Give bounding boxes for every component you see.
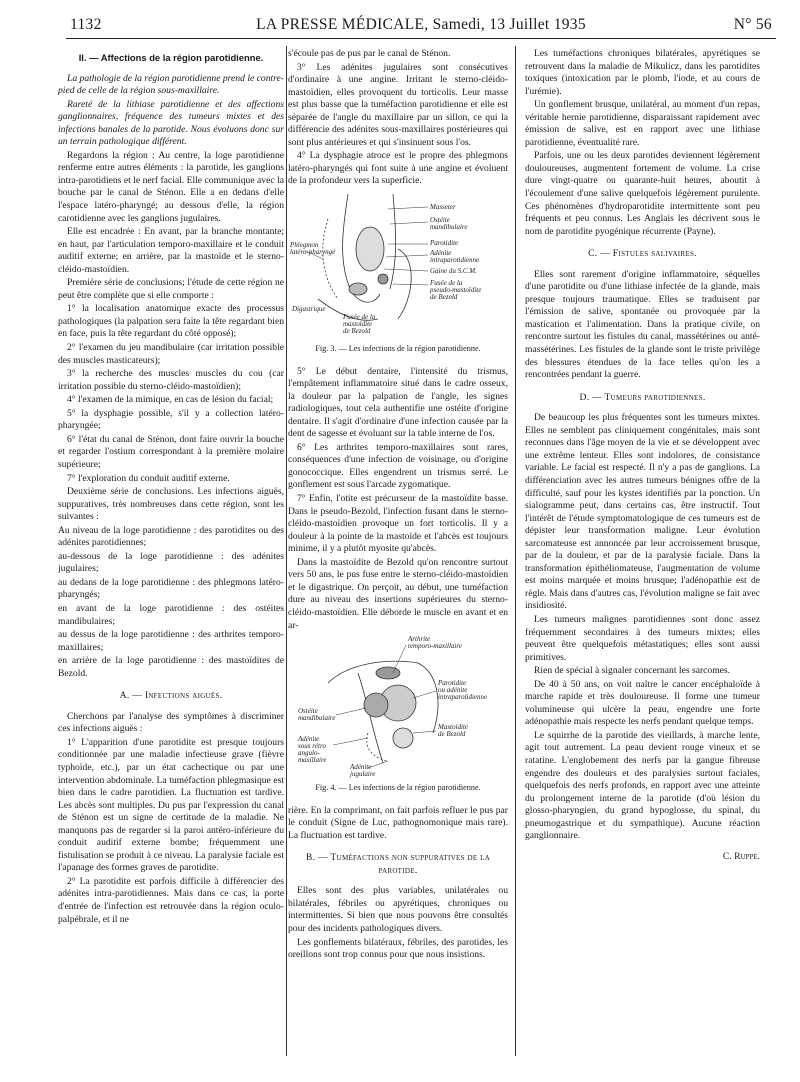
paragraph: 2° La parotidite est parfois difficile à différencier des adénites intra-parotidiennes. Mais dans ce cas, la porte d'entrée de l'infection est retrouvée dans la région oculo-palpébrale, et il ne — [58, 875, 284, 925]
paragraph: Parfois, une ou les deux parotides deviennent légèrement douloureuses, augmentent fortement de volume. La crise dure vingt-quatre ou quarante-huit heures, aboutit à l'écoulement d'une salive quelquefois légèrement purulente. Ces phénomènes d'hydroparotidite intermittente sont peu fréquents et peu connus. Les Anglais les décrivent sous le nom de parotidite pyogénique récurrente (Payne). — [525, 150, 760, 237]
list-item: 7° l'exploration du conduit auditif externe. — [67, 472, 230, 484]
label-parotidite: Parotidite — [430, 239, 459, 248]
paragraph: 5° Le début dentaire, l'intensité du trismus, l'empâtement inflammatoire situé dans le cadre osseux, la douleur par la palpation de l'angle, les signes radiologiques, tout cela authentifie une ostéite d'origine dentaire. Il s'agit d'ordinaire d'une infection causée par la dent de sagesse et évoluant sur la table interne de l'os. — [288, 365, 508, 440]
list-item: 5° la dysphagie possible, s'il y a collection latéro-pharyngée; — [58, 407, 284, 432]
section-heading: II. — Affections de la région parotidienne. — [78, 52, 264, 63]
label-gaine: Gaine du S.C.M. — [430, 267, 477, 276]
author-signature: C. Ruppe. — [722, 850, 760, 862]
list-item: en arrière de la loge parotidienne : des mastoïdites de Bezold. — [58, 655, 284, 679]
paragraph: Rareté de la lithiase parotidienne et des affections ganglionnaires, fréquence des tumeurs mixtes et des infections banales de la parotide. Nous évoluons donc sur un terrain pathologique différent. — [58, 98, 284, 148]
paragraph: 7° Enfin, l'otite est précurseur de la mastoïdite basse. Dans le pseudo-Bezold, l'infection fusant dans le sterno-cléido-mastoïdien provoque un fort torticolis. Il y a douleur à la pointe de la mastoïde et l'abcès est toujours minime, il y a plutôt myosite qu'abcès. — [288, 493, 508, 555]
paragraph: Les gonflements bilatéraux, fébriles, des parotides, les oreillons sont trop connus pour que nous insistions. — [288, 936, 508, 961]
label-fusee-bezold: pseudo-mastoïdite — [430, 286, 482, 295]
figure-4 — [288, 633, 508, 778]
paragraph: Regardons la région : Au centre, la loge parotidienne renferme entre autres éléments : la parotide, les ganglions intra-parotidiens et le nerf facial. Elle communique avec la bouche par le canal de Sténon. Elle a en dedans d'elle l'espace latéro-pharyngé; au dessous d'elle, la région carotidienne avec les ganglions jugulaires. — [58, 149, 284, 224]
list-item: au dessus de la loge parotidienne : des arthrites temporo-maxillaires; — [58, 629, 284, 653]
label-adenite-sr: angulo- — [298, 749, 320, 758]
label-mastoidite: de Bezold — [438, 730, 466, 739]
paragraph: Un gonflement brusque, unilatéral, au moment d'un repas, véritable hernie parotidienne, disparaissant rapidement avec émission de salive, est en rapport avec une lithiase parotidienne, éventualité rare. — [525, 99, 760, 148]
label-adenite-jugulaire: jugulaire — [350, 770, 376, 779]
paragraph: Dans la mastoïdite de Bezold qu'on rencontre surtout vers 50 ans, le pus fuse entre le sterno-cléido-mastoïdien et le digastrique. On perçoit, au début, une tuméfaction dure au niveau des insertions supérieures du sterno-cléido-mastoïdien. Elle déborde le muscle en avant et en ar- — [288, 556, 508, 631]
label-phlegmon: Phlegmon — [290, 241, 319, 250]
label-osteite: Ostéite — [430, 216, 450, 225]
paragraph: Les tumeurs malignes parotidiennes sont donc assez fréquemment secondaires à des tumeurs mixtes; elles peuvent être quelquefois métastatiques; elles sont aussi primitives. — [525, 613, 760, 663]
label-mastoidite: Mastoïdite — [438, 723, 468, 732]
paragraph: 1° L'apparition d'une parotidite est presque toujours conditionnée par une maladie infectieuse grave (fièvre typhoïde, etc.), par un état cachectique ou par une intervention abdominale. La tuméfaction phlegmasique est bien dans le cadre parotidien. La fluctuation est tardive. Les abcès sont multiples. Du pus par l'expression du canal de Sténon est un signe de certitude de la maladie. Ne manquons pas de regarder si la paroi antéro-inférieure du conduit auditif externe bombe; fréquemment une fistulisation se produit à ce niveau. La paralysie faciale est l'apanage des formes graves de parotidite. — [58, 736, 284, 874]
list-item: 4° l'examen de la mimique, en cas de lésion du facial; — [67, 394, 274, 406]
label-adenite: Adénite — [430, 249, 452, 258]
paragraph: Elle est encadrée : En avant, par la branche montante; en haut, par l'articulation temporo-maxillaire et le conduit auditif externe; en arrière, par la mastoïde et le sterno-cléido-mastoïdien. — [58, 226, 284, 275]
paragraph: De beaucoup les plus fréquentes sont les tumeurs mixtes. Elles ne semblent pas cliniquement congénitales, mais sont reconnues dans l'âge moyen de la vie et se développent avec une extrême lenteur. Elles sont indolores, de consistance variable. Le facial est respecté. Il n'y a pas de ganglions. La différenciation avec les autres tumeurs bénignes offre de la difficulté, sauf pour les kystes identifiés par la ponction. Un sialogramme peut, dans certains cas, être instructif. Tout l'intérêt de l'étude symptomatologique de ces tumeurs est de dépister leur transformation maligne. Leur évolution sarcomateuse est annoncée par leur accroissement brusque, par de la douleur, et par de la paralysie faciale. Dans la transformation épithéliomateuse, l'augmentation de volume est moins marquée et moins brusque; l'adénopathie est de règle. Mais dans d'autres cas, l'évolution maligne se fait avec insidiosité. — [525, 412, 760, 612]
list-item: 6° l'état du canal de Sténon, dont faire ouvrir la bouche et regarder l'ostium correspondant à la première molaire supérieure; — [58, 433, 284, 470]
list-item: 2° l'examen du jeu mandibulaire (car irritation possible des muscles masticateurs); — [58, 342, 284, 366]
label-fusee-mastoidite: mastoïdite — [343, 320, 373, 329]
label-arthrite: Arthrite — [408, 635, 431, 644]
paragraph: Elles sont des plus variables, unilatérales ou bilatérales, fébriles ou apyrétiques, chroniques ou intermittentes. Si bien que nous pouvons être consultés pour des incidents pathologiques divers. — [288, 885, 508, 934]
paragraph: s'écoule pas de pus par le canal de Sténon. — [288, 48, 451, 59]
column-2 — [288, 48, 508, 1068]
list-item: au dedans de la loge parotidienne : des phlegmons latéro-pharyngés; — [58, 576, 284, 601]
subheading-a: A. — Infections aiguës. — [119, 690, 223, 702]
label-adenite-sr: maxillaire — [298, 756, 327, 765]
column-1 — [58, 48, 284, 1068]
paragraph: De 40 à 50 ans, on voit naître le cancer encéphaloïde à marche rapide et très douloureuse. Il forme une tumeur volumineuse qui ulcère la peau, engendre une forte adénopathie mais respecte les nerfs pendant quelque temps. — [525, 678, 760, 728]
paragraph: Cherchons par l'analyse des symptômes à discriminer ces infections aiguës : — [58, 710, 284, 735]
label-parotidite: intraparotidienne — [438, 693, 488, 702]
label-fusee-mastoidite: Fusée de la — [343, 313, 376, 322]
paragraph: Elles sont rarement d'origine inflammatoire, séquelles d'une parotidite ou d'une lithiase infectée de la glande, mais presque toujours traumatique. Elles se traduisent par l'émission de salive, spontanée ou provoquée par la mastication et l'alimentation. Dans la pratique civile, on rencontre surtout les fistules du canal, massétérines ou anté-massétérines. Les fistules de la glande sont le triste privilège des blessures étendues de la face telles qu'on les a rencontrées pendant la guerre. — [525, 268, 760, 381]
header-rule — [66, 38, 776, 39]
subheading-b: B. — Tuméfactions non suppuratives de la parotide. — [305, 852, 491, 876]
issue-number: N° 56 — [733, 16, 772, 33]
column-divider-2 — [515, 46, 516, 1056]
label-parotidite: ou adénite — [438, 686, 468, 695]
paragraph: La pathologie de la région parotidienne prend le contre-pied de celle de la région sous-maxillaire. — [58, 72, 284, 97]
label-arthrite: temporo-maxillaire — [408, 642, 462, 651]
label-adenite-jugulaire: Adénite — [350, 763, 372, 772]
list-item: 1° la localisation anatomique exacte des processus pathologiques (la palpation sera faite la tête regardant bien en face, puis la tête regardant du côté opposé); — [58, 303, 284, 340]
list-item: en avant de la loge parotidienne : des ostéites mandibulaires; — [58, 602, 284, 627]
subheading-c: C. — Fistules salivaires. — [588, 248, 697, 260]
label-digastrique: Digastrique — [292, 305, 326, 314]
paragraph: 4° La dysphagie atroce est le propre des phlegmons latéro-pharyngés qui font suite à une angine et évoluent de la profondeur vers la superficie. — [288, 150, 508, 187]
paragraph: 3° Les adénites jugulaires sont consécutives d'ordinaire à une angine. Irritant le sterno-cléido-mastoïdien, elles provoquent du torticolis. Leur masse est plus basse que la tuméfaction parotidienne et elle est séparée de l'angle du maxillaire par un sillon, ce qui la différencie des adénites sous-maxillaires postérieures qui sont plus antérieures et qui s'insinuent sous l'os. — [288, 61, 508, 148]
list-item: 3° la recherche des muscles muscles du cou (car irritation possible du sterno-cléido-mastoïdien); — [58, 368, 284, 392]
label-osteite: mandibulaire — [430, 223, 468, 232]
paragraph: Première série de conclusions; l'étude de cette région ne peut être complète que si elle comporte : — [58, 277, 284, 301]
list-item: Au niveau de la loge parotidienne : des parotidites ou des adénites parotidiennes; — [58, 524, 284, 549]
paragraph: 6° Les arthrites temporo-maxillaires sont rares, conséquences d'une infection de voisinage, ou d'origine gonococcique. Elles engendrent un trismus serré. Le gonflement est sous l'arcade zygomatique. — [288, 441, 508, 491]
label-adenite-sr: sous rétro — [298, 742, 326, 751]
figure-4-caption: Fig. 4. — Les infections de la région parotidienne. — [315, 783, 481, 793]
paragraph: Rien de spécial à signaler concernant les sarcomes. — [534, 665, 731, 677]
label-fusee-mastoidite: de Bezold — [343, 327, 371, 336]
list-item: au-dessous de la loge parotidienne : des adénites jugulaires; — [58, 550, 284, 575]
column-3 — [525, 48, 760, 1068]
column-divider-1 — [286, 46, 287, 1056]
figure-3-caption: Fig. 3. — Les infections de la région parotidienne. — [315, 344, 481, 354]
page-number: 1132 — [70, 16, 102, 33]
label-osteite: Ostéite — [298, 707, 318, 716]
paragraph: rière. En la comprimant, on fait parfois refluer le pus par le conduit (Signe de Luc, pathognomonique mais rare). La fluctuation est tardive. — [288, 804, 508, 841]
label-fusee-bezold: Fusée de la — [430, 279, 463, 288]
paragraph: Les tuméfactions chroniques bilatérales, apyrétiques se retrouvent dans la maladie de Mikulicz, dans les parotidites toxiques (intoxication par le plomb, l'iode, et au cours de l'urémie). — [525, 48, 760, 97]
paragraph: Deuxième série de conclusions. Les infections aiguës, suppuratives, très nombreuses dans cette région, sont les suivantes : — [58, 486, 284, 523]
label-masseter: Masseter — [430, 203, 456, 212]
journal-title: LA PRESSE MÉDICALE, Samedi, 13 Juillet 1935 — [256, 16, 586, 33]
subheading-d: D. — Tumeurs parotidiennes. — [579, 391, 706, 403]
label-adenite-sr: Adénite — [298, 735, 320, 744]
label-phlegmon: latéro-pharyngé — [290, 248, 336, 257]
figure-3 — [288, 189, 508, 339]
label-osteite: mandibulaire — [298, 714, 336, 723]
label-fusee-bezold: de Bezold — [430, 293, 458, 302]
paragraph: Le squirrhe de la parotide des vieillards, à marche lente, agit tout autrement. La peau devient rouge vineux et se ratatine. L'englobement des nerfs par la gangue fibreuse engendre des douleurs et des paralysies surtout faciales, quelquefois des nerfs profonds, en rapport avec une atteinte du prolongement interne de la parotide (d'où lésion du glosso-pharyngien, du grand hypoglosse, du spinal, du pneumogastrique et du sympathique). Aucune réaction ganglionnaire. — [525, 729, 760, 842]
label-adenite: intraparotidienne — [430, 256, 480, 265]
page-header — [70, 14, 772, 36]
label-parotidite: Parotidite — [438, 679, 467, 688]
